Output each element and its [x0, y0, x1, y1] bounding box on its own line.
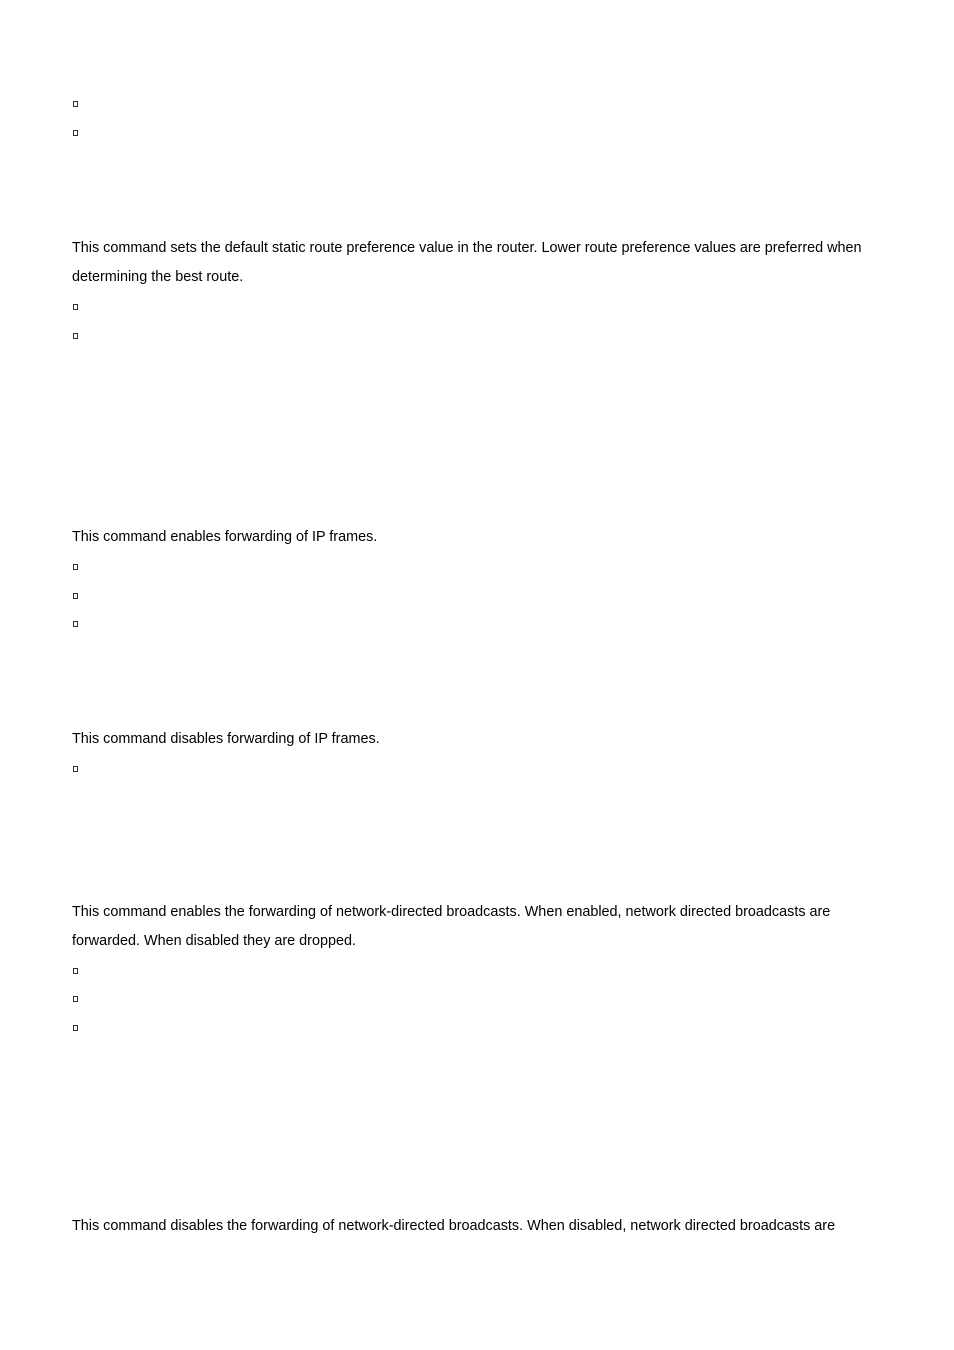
- list-bullet: [71, 561, 79, 573]
- command-description: This command sets the default static route preference value in the router. Lower route preference values are preferred when determining the best route.: [72, 240, 862, 285]
- list-bullet: [71, 1022, 79, 1034]
- list-bullet: [71, 301, 79, 313]
- list-bullet: [71, 993, 79, 1005]
- command-description: This command enables forwarding of IP frames.: [72, 529, 378, 545]
- command-description: This command disables the forwarding of network-directed broadcasts. When disabled, network directed broadcasts are: [72, 1218, 836, 1234]
- list-bullet: [71, 618, 79, 630]
- list-bullet: [71, 127, 79, 139]
- list-bullet: [71, 98, 79, 110]
- command-description: This command enables the forwarding of network-directed broadcasts. When enabled, network directed broadcasts are forwarded. When disabled they are dropped.: [72, 904, 831, 949]
- list-bullet: [71, 965, 79, 977]
- command-description: This command disables forwarding of IP frames.: [72, 731, 380, 747]
- list-bullet: [71, 330, 79, 342]
- list-bullet: [71, 763, 79, 775]
- list-bullet: [71, 590, 79, 602]
